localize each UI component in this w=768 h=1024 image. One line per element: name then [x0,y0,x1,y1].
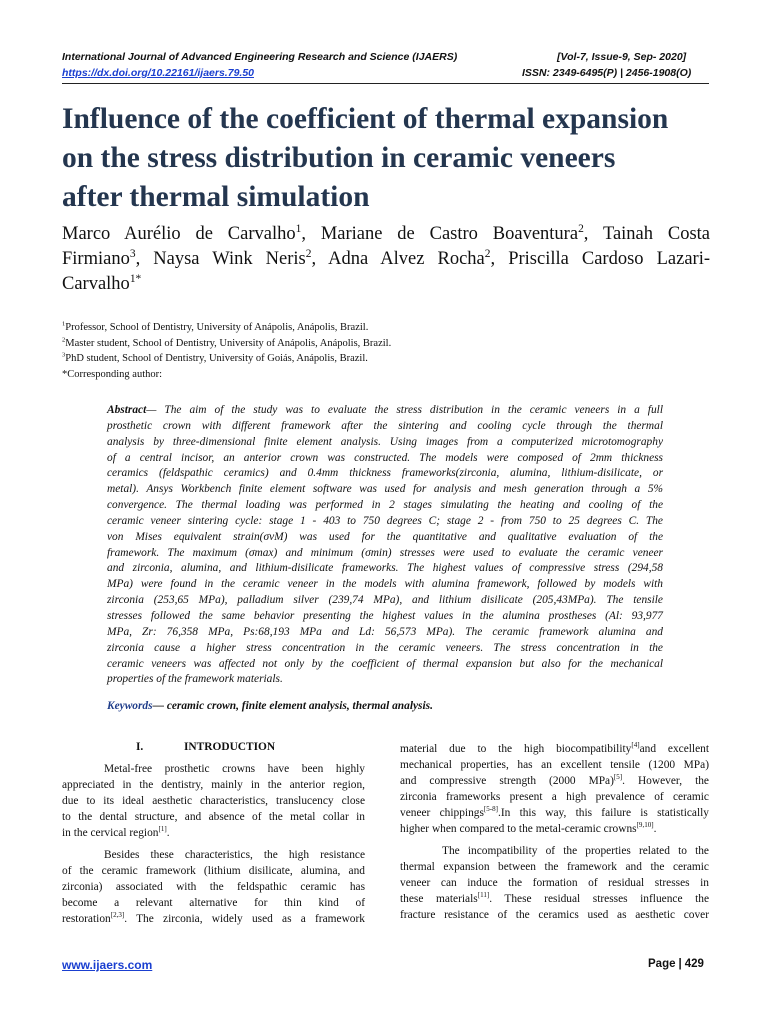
text-line: and compressive strength (2000 MPa)[5]. However, the [400,773,709,788]
affiliation: $^3$PhD student, School of Dentistry, University of Goiás, Anápolis, Brazil. [62,351,368,364]
abstract-line: Abstract— The aim of the study was to evaluate the stress distribution in the ceramic veneers in a full [107,404,663,416]
abstract-line: properties of the framework materials. [107,673,283,686]
author-line: Marco Aurélio de Carvalho$^1$, Mariane de Castro Boaventura$^2$, Tainah Costa [62,222,711,244]
title-line: on the stress distribution in ceramic veneers [62,142,616,174]
text-line: mechanical properties, has an excellent tensile (1200 MPa) [400,759,709,772]
text-line: become a relevant alternative for thin kind of [62,897,365,910]
text-line: veneer chippings[5-8].In this way, this failure is statistically [400,805,709,820]
abstract-line: ceramic veneer sintering cycle: stage 1 - 403 to 750 degrees C; stage 2 - from 750 to 25 degrees C. The [107,514,663,527]
text-line: restoration[2,3]. The zirconia, widely used as a framework [62,911,365,926]
section-heading: I. INTRODUCTION [136,741,276,753]
text-line: higher when compared to the metal-ceramic crowns[9,10]. [400,821,657,836]
text-line: The incompatibility of the properties related to the [442,845,709,858]
text-line: thermal expansion between the framework and the ceramic [400,861,709,874]
author-line: Carvalho$^{1*}$ [62,272,142,294]
text-line: veneer can induce the formation of residual stresses in [400,877,709,890]
text-line: zirconia frameworks present a high prevalence of ceramic [400,791,709,804]
author-list [62,222,710,297]
header-divider [62,83,709,84]
text-line: these materials[11]. These residual stresses influence the [400,891,709,906]
citation: [11] [477,891,490,900]
abstract-line: von Mises equivalent strain(σvM) was used for the quantitative and qualitative evaluation of the [107,530,663,543]
text-line: appreciated in the dentistry, mainly in the anterior region, [62,779,365,792]
issn: ISSN: 2349-6495(P) | 2456-1908(O) [522,67,692,79]
right-column [400,741,709,924]
abstract-line: zirconia (253,65 MPa), palladium silver (239,74 MPa), and lithium disilicate (205,43MPa). The tensile [107,594,663,607]
citation: [4] [631,741,640,750]
title-line: after thermal simulation [62,181,370,213]
title-line: Influence of the coefficient of thermal expansion [62,103,669,135]
text-line: in the cervical region[1]. [62,825,170,840]
left-column [62,761,365,927]
abstract-line: analysis by three-dimensional finite element analysis. Using images from a computerized microtomography [107,435,663,448]
footer-site-link[interactable]: www.ijaers.com [62,958,153,972]
citation: [5] [613,773,623,782]
text-line: zirconia) associated with the feldspathic ceramic has [62,881,365,894]
text-line: of the ceramic framework (lithium disilicate, alumina, and [62,865,365,878]
citation: [5-8] [483,805,498,814]
abstract-line: of a central incisor, an anterior crown was constructed. The models were composed of 2mm thickness [107,451,663,464]
text-line: Metal-free prosthetic crowns have been highly [104,763,365,775]
abstract-line: zirconia cause a higher stress concentration in the ceramic veneers. The stress concentration in the [107,641,663,654]
abstract-label: Abstract [107,404,147,416]
text-line: fracture resistance of the ceramics used as aesthetic cover [400,909,709,922]
affiliation: $^1$Professor, School of Dentistry, University of Anápolis, Anápolis, Brazil. [62,320,369,333]
abstract-line: MPa, Zr: 76,358 MPa, Ps:68,193 MPa and Ld: 56,573 MPa). The ceramic framework alumina and [107,625,663,638]
abstract-line: metal). Ansys Workbench finite element software was used for analysis and mesh generation through a 5% [107,483,663,496]
paper-title [62,100,722,217]
text-line: to the dental structure, and absence of the metal collar in [62,811,365,824]
citation: [1] [158,825,167,834]
abstract-line: ceramics (feldspathic ceramics) and 0.4mm thickness frameworks(zirconia, alumina, lithium-disilicate, or [107,467,663,480]
citation: [2,3] [110,911,125,920]
text-line: material due to the high biocompatibility[4]and excellent [400,741,710,755]
doi-link[interactable]: https://dx.doi.org/10.22161/ijaers.79.50 [62,67,254,79]
abstract-line: framework. The maximum (σmax) and minimum (σmin) stresses were used to evaluate the ceramic veneer [107,546,663,559]
keywords: Keywords— ceramic crown, finite element analysis, thermal analysis. [107,700,433,712]
text-line: due to its ideal aesthetic characteristics, translucency close [62,795,365,808]
abstract-line: ceramic veneers was affected not only by the coefficient of thermal expansion but also for the mechanical [107,657,663,670]
affiliations [62,320,391,382]
abstract-line: MPa) were found in the ceramic veneer in the models with alumina framework, followed by models with [107,578,663,591]
page-number: Page | 429 [648,958,704,970]
abstract-line: convergence. The thermal loading was performed in 2 stages simulating the heating and cooling of the [107,499,663,512]
abstract-line: stresses followed the same behavior presenting the highest values in the alumina prostheses (Al: 93,977 [107,609,663,622]
volume-issue: [Vol-7, Issue-9, Sep- 2020] [557,51,687,63]
affiliation: $^2$Master student, School of Dentistry, University of Anápolis, Anápolis, Brazil. [62,336,392,349]
author-line: Firmiano$^3$, Naysa Wink Neris$^2$, Adna Alvez Rocha$^2$, Priscilla Cardoso Lazari- [62,247,711,269]
corresponding-author: *Corresponding author: [62,368,163,380]
abstract-line: and zirconia, alumina, and lithium-disilicate frameworks. The highest values of compressive stress (294,58 [107,562,663,575]
abstract-line: prosthetic crown with different framework after the sintering and cooling cycle through the thermal [107,419,663,432]
abstract [107,403,663,688]
journal-name: International Journal of Advanced Engineering Research and Science (IJAERS) [62,51,458,63]
text-line: Besides these characteristics, the high resistance [104,849,365,862]
citation: [9,10] [636,821,654,830]
